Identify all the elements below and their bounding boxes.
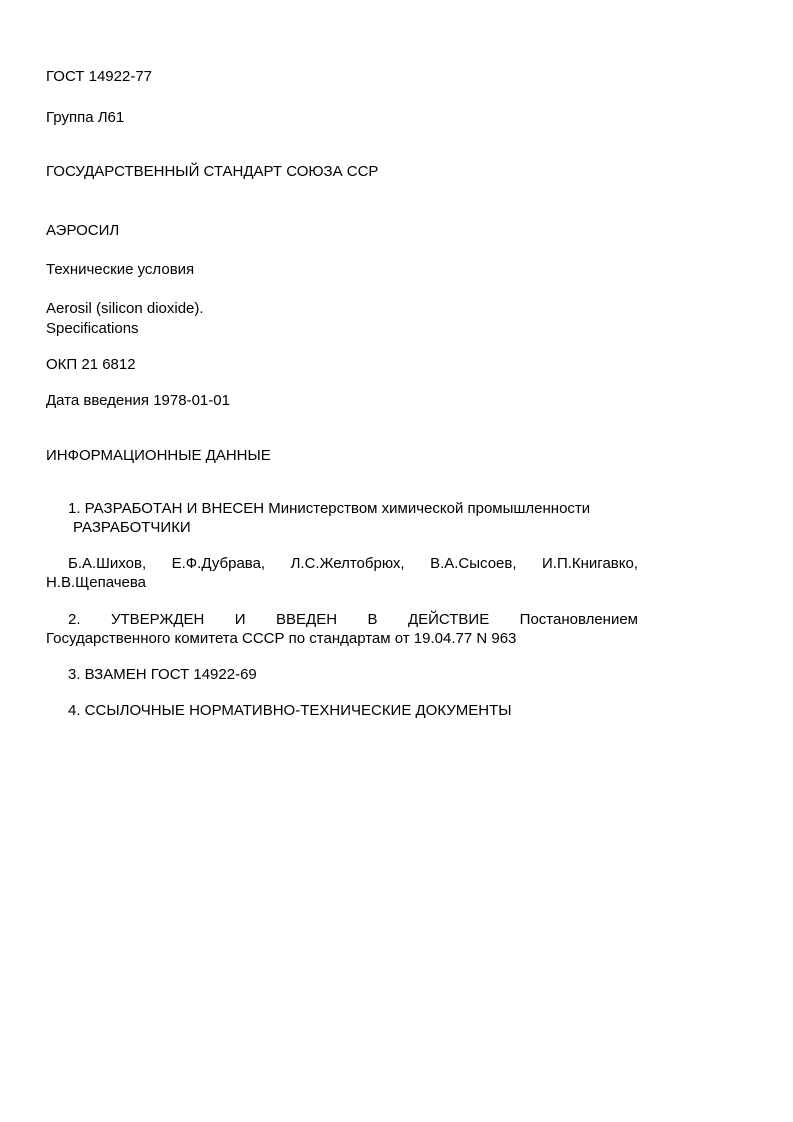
authority-heading: ГОСУДАРСТВЕННЫЙ СТАНДАРТ СОЮЗА ССР [46, 163, 379, 180]
document-subtitle: Технические условия [46, 261, 195, 278]
info-item-1: 1. РАЗРАБОТАН И ВНЕСЕН Министерством химической промышленности [68, 500, 591, 517]
info-item-2-line-2: Государственного комитета СССР по стандартам от 19.04.77 N 963 [46, 630, 517, 647]
info-item-2 [46, 610, 638, 648]
standard-number: ГОСТ 14922-77 [46, 68, 153, 85]
developers-line-1: Б.А.Шихов, Е.Ф.Дубрава, Л.С.Желтобрюх, В.А.Сысоев, И.П.Книгавко, [68, 555, 638, 572]
english-title-line-2: Specifications [46, 320, 139, 337]
info-item-3: 3. ВЗАМЕН ГОСТ 14922-69 [68, 666, 257, 683]
okp-code: ОКП 21 6812 [46, 356, 136, 373]
info-heading: ИНФОРМАЦИОННЫЕ ДАННЫЕ [46, 447, 271, 464]
developers-paragraph [46, 554, 638, 592]
info-item-4: 4. ССЫЛОЧНЫЕ НОРМАТИВНО-ТЕХНИЧЕСКИЕ ДОКУМЕНТЫ [68, 702, 512, 719]
developers-label: РАЗРАБОТЧИКИ [73, 519, 191, 536]
info-item-2-line-1: 2. УТВЕРЖДЕН И ВВЕДЕН В ДЕЙСТВИЕ Постановлением [68, 611, 638, 628]
introduction-date: Дата введения 1978-01-01 [46, 392, 230, 409]
document-title: АЭРОСИЛ [46, 222, 120, 239]
english-title-line-1: Aerosil (silicon dioxide). [46, 300, 204, 317]
developers-line-2: Н.В.Щепачева [46, 574, 147, 591]
standard-group: Группа Л61 [46, 109, 125, 126]
